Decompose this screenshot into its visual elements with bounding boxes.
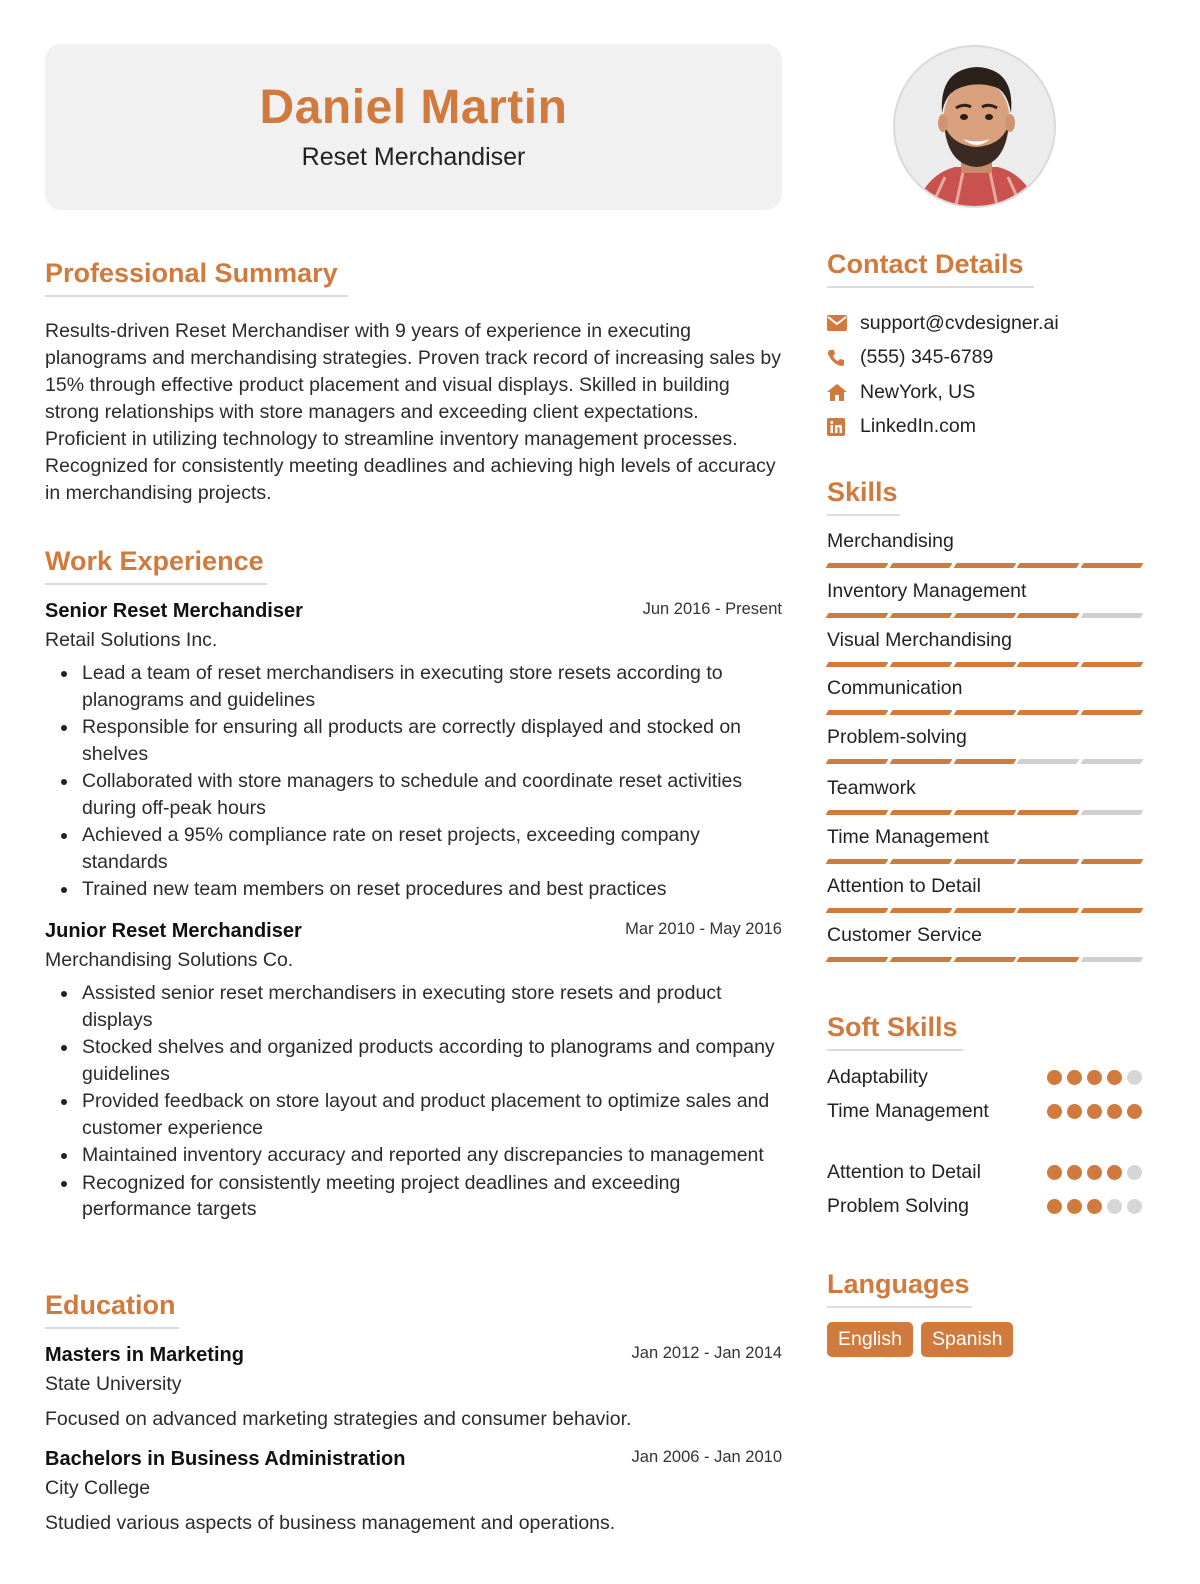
soft-skill-rating bbox=[1047, 1104, 1142, 1119]
job-date: Jun 2016 - Present bbox=[642, 600, 782, 618]
skill-level-segment bbox=[1017, 859, 1080, 864]
rating-dot bbox=[1047, 1070, 1062, 1085]
skill-level-bar bbox=[827, 759, 1142, 764]
skill-level-segment bbox=[826, 710, 889, 715]
contact-location bbox=[827, 375, 1147, 410]
language-tags bbox=[827, 1322, 1013, 1357]
language-tag: Spanish bbox=[921, 1322, 1013, 1357]
skill-level-segment bbox=[1017, 810, 1080, 815]
skill-name: Customer Service bbox=[827, 924, 982, 946]
summary-text: Results-driven Reset Merchandiser with 9 years of experience in executing planograms and merchandising strategies. Proven track record of increasing sales by 15% through effective product placement and visual displays. Skilled in building strong relationships with store managers and exceeding client expectations. Proficient in utilizing technology to streamline inventory management processes. Recognized for consistently meeting deadlines and achieving high levels of accuracy in merchandising projects. bbox=[45, 320, 781, 504]
contact-email[interactable] bbox=[827, 306, 1147, 341]
skill-level-bar bbox=[827, 563, 1142, 568]
rating-dot bbox=[1047, 1199, 1062, 1214]
skill-item bbox=[827, 924, 1142, 962]
skill-level-segment bbox=[889, 662, 952, 667]
skill-name: Visual Merchandising bbox=[827, 629, 1012, 651]
job-entry bbox=[45, 600, 782, 904]
section-heading-contact: Contact Details bbox=[827, 250, 1034, 288]
soft-skill-name: Attention to Detail bbox=[827, 1161, 981, 1183]
job-company: Merchandising Solutions Co. bbox=[45, 949, 294, 971]
skill-name: Time Management bbox=[827, 826, 989, 848]
section-heading-summary: Professional Summary bbox=[45, 259, 348, 297]
skill-level-segment bbox=[889, 810, 952, 815]
language-tag: English bbox=[827, 1322, 913, 1357]
phone-icon bbox=[827, 349, 860, 367]
job-title: Junior Reset Merchandiser bbox=[45, 920, 302, 942]
skill-level-segment bbox=[1081, 563, 1144, 568]
soft-skill-name: Time Management bbox=[827, 1100, 989, 1122]
list-item: Trained new team members on reset procedures and best practices bbox=[45, 876, 782, 903]
soft-skill-item bbox=[827, 1100, 1142, 1123]
profile-photo bbox=[893, 45, 1056, 208]
soft-skill-item bbox=[827, 1066, 1142, 1089]
skill-level-segment bbox=[826, 859, 889, 864]
contact-text: support@cvdesigner.ai bbox=[860, 311, 1059, 334]
soft-skill-rating bbox=[1047, 1070, 1142, 1085]
rating-dot bbox=[1127, 1104, 1142, 1119]
envelope-icon bbox=[827, 315, 860, 331]
avatar-portrait-icon bbox=[895, 47, 1056, 208]
edu-degree: Masters in Marketing bbox=[45, 1344, 244, 1366]
skill-level-segment bbox=[826, 613, 889, 618]
skill-level-segment bbox=[1017, 908, 1080, 913]
rating-dot bbox=[1087, 1165, 1102, 1180]
skill-level-bar bbox=[827, 957, 1142, 962]
list-item: Achieved a 95% compliance rate on reset projects, exceeding company standards bbox=[45, 822, 782, 875]
skill-name: Merchandising bbox=[827, 530, 954, 552]
skill-level-segment bbox=[889, 859, 952, 864]
edu-description: Studied various aspects of business management and operations. bbox=[45, 1512, 616, 1534]
skill-level-segment bbox=[826, 563, 889, 568]
list-item: Responsible for ensuring all products are correctly displayed and stocked on shelves bbox=[45, 714, 782, 767]
skill-level-segment bbox=[826, 759, 889, 764]
skill-level-segment bbox=[889, 759, 952, 764]
rating-dot bbox=[1067, 1070, 1082, 1085]
rating-dot bbox=[1087, 1199, 1102, 1214]
list-item: Recognized for consistently meeting project deadlines and exceeding performance targets bbox=[45, 1170, 782, 1223]
job-company: Retail Solutions Inc. bbox=[45, 629, 218, 651]
skill-level-bar bbox=[827, 710, 1142, 715]
skill-level-segment bbox=[953, 710, 1016, 715]
skill-level-bar bbox=[827, 908, 1142, 913]
rating-dot bbox=[1047, 1165, 1062, 1180]
skill-level-segment bbox=[1081, 859, 1144, 864]
list-item: Stocked shelves and organized products according to planograms and company guidelines bbox=[45, 1034, 782, 1087]
contact-list bbox=[827, 306, 1147, 444]
list-item: Assisted senior reset merchandisers in executing store resets and product displays bbox=[45, 980, 782, 1033]
contact-text: LinkedIn.com bbox=[860, 415, 976, 438]
candidate-name: Daniel Martin bbox=[259, 81, 568, 135]
skill-level-segment bbox=[889, 710, 952, 715]
candidate-role: Reset Merchandiser bbox=[301, 142, 526, 171]
skill-level-segment bbox=[889, 908, 952, 913]
section-heading-skills: Skills bbox=[827, 478, 900, 516]
header-box bbox=[45, 44, 782, 210]
skill-level-segment bbox=[826, 810, 889, 815]
contact-linkedin[interactable] bbox=[827, 410, 1147, 445]
home-icon bbox=[827, 384, 860, 401]
rating-dot bbox=[1067, 1165, 1082, 1180]
edu-date: Jan 2012 - Jan 2014 bbox=[631, 1344, 782, 1362]
linkedin-icon bbox=[827, 418, 860, 436]
edu-school: State University bbox=[45, 1373, 182, 1395]
skill-level-segment bbox=[1081, 908, 1144, 913]
soft-skill-item bbox=[827, 1195, 1142, 1218]
soft-skill-item bbox=[827, 1161, 1142, 1184]
contact-text: (555) 345-6789 bbox=[860, 346, 994, 369]
skill-level-segment bbox=[1081, 759, 1144, 764]
skill-level-segment bbox=[953, 662, 1016, 667]
skill-name: Inventory Management bbox=[827, 580, 1027, 602]
skill-level-segment bbox=[889, 957, 952, 962]
skill-level-segment bbox=[1017, 662, 1080, 667]
skill-level-segment bbox=[953, 957, 1016, 962]
job-date: Mar 2010 - May 2016 bbox=[625, 920, 782, 938]
skill-level-segment bbox=[1081, 810, 1144, 815]
skill-name: Problem-solving bbox=[827, 726, 967, 748]
skill-level-segment bbox=[1081, 710, 1144, 715]
rating-dot bbox=[1087, 1104, 1102, 1119]
rating-dot bbox=[1067, 1104, 1082, 1119]
list-item: Provided feedback on store layout and product placement to optimize sales and customer experience bbox=[45, 1088, 782, 1141]
skill-level-segment bbox=[1081, 957, 1144, 962]
rating-dot bbox=[1107, 1070, 1122, 1085]
list-item: Collaborated with store managers to schedule and coordinate reset activities during off-peak hours bbox=[45, 768, 782, 821]
rating-dot bbox=[1047, 1104, 1062, 1119]
edu-school: City College bbox=[45, 1477, 151, 1499]
section-heading-education: Education bbox=[45, 1291, 179, 1329]
rating-dot bbox=[1087, 1070, 1102, 1085]
skill-level-segment bbox=[1081, 613, 1144, 618]
skill-item bbox=[827, 875, 1142, 913]
skill-level-segment bbox=[953, 759, 1016, 764]
skill-item bbox=[827, 726, 1142, 764]
soft-skill-rating bbox=[1047, 1199, 1142, 1214]
section-heading-experience: Work Experience bbox=[45, 547, 267, 585]
skill-level-segment bbox=[889, 563, 952, 568]
edu-description: Focused on advanced marketing strategies and consumer behavior. bbox=[45, 1408, 632, 1430]
job-entry bbox=[45, 920, 782, 1224]
skill-item bbox=[827, 530, 1142, 568]
rating-dot bbox=[1127, 1070, 1142, 1085]
skill-item bbox=[827, 629, 1142, 667]
education-entry bbox=[45, 1448, 782, 1535]
skill-level-segment bbox=[826, 908, 889, 913]
skill-level-segment bbox=[1017, 759, 1080, 764]
contact-phone[interactable] bbox=[827, 341, 1147, 376]
skill-name: Attention to Detail bbox=[827, 875, 981, 897]
skill-level-segment bbox=[889, 613, 952, 618]
skill-level-bar bbox=[827, 810, 1142, 815]
skill-item bbox=[827, 677, 1142, 715]
job-bullets bbox=[45, 660, 782, 903]
rating-dot bbox=[1067, 1199, 1082, 1214]
skill-name: Teamwork bbox=[827, 777, 916, 799]
soft-skill-rating bbox=[1047, 1165, 1142, 1180]
job-bullets bbox=[45, 980, 782, 1223]
skill-level-segment bbox=[953, 908, 1016, 913]
soft-skill-name: Problem Solving bbox=[827, 1195, 969, 1217]
skill-level-segment bbox=[826, 662, 889, 667]
edu-date: Jan 2006 - Jan 2010 bbox=[631, 1448, 782, 1466]
rating-dot bbox=[1127, 1165, 1142, 1180]
job-title: Senior Reset Merchandiser bbox=[45, 600, 303, 622]
rating-dot bbox=[1107, 1165, 1122, 1180]
section-heading-soft-skills: Soft Skills bbox=[827, 1013, 963, 1051]
skill-level-segment bbox=[1081, 662, 1144, 667]
skill-level-segment bbox=[826, 957, 889, 962]
skill-level-segment bbox=[953, 613, 1016, 618]
education-entry bbox=[45, 1344, 782, 1431]
edu-degree: Bachelors in Business Administration bbox=[45, 1448, 406, 1470]
skill-level-segment bbox=[1017, 710, 1080, 715]
skill-level-segment bbox=[1017, 957, 1080, 962]
list-item: Lead a team of reset merchandisers in executing store resets according to planograms and guidelines bbox=[45, 660, 782, 713]
skill-level-segment bbox=[953, 810, 1016, 815]
rating-dot bbox=[1127, 1199, 1142, 1214]
skill-level-bar bbox=[827, 662, 1142, 667]
skill-item bbox=[827, 826, 1142, 864]
soft-skill-name: Adaptability bbox=[827, 1066, 928, 1088]
rating-dot bbox=[1107, 1199, 1122, 1214]
skill-level-segment bbox=[953, 859, 1016, 864]
rating-dot bbox=[1107, 1104, 1122, 1119]
skill-level-segment bbox=[1017, 563, 1080, 568]
list-item: Maintained inventory accuracy and reported any discrepancies to management bbox=[45, 1142, 782, 1169]
skill-item bbox=[827, 580, 1142, 618]
skill-name: Communication bbox=[827, 677, 963, 699]
skill-level-bar bbox=[827, 859, 1142, 864]
skill-level-bar bbox=[827, 613, 1142, 618]
section-heading-languages: Languages bbox=[827, 1270, 972, 1308]
skill-item bbox=[827, 777, 1142, 815]
contact-text: NewYork, US bbox=[860, 380, 976, 403]
skill-level-segment bbox=[1017, 613, 1080, 618]
skill-level-segment bbox=[953, 563, 1016, 568]
